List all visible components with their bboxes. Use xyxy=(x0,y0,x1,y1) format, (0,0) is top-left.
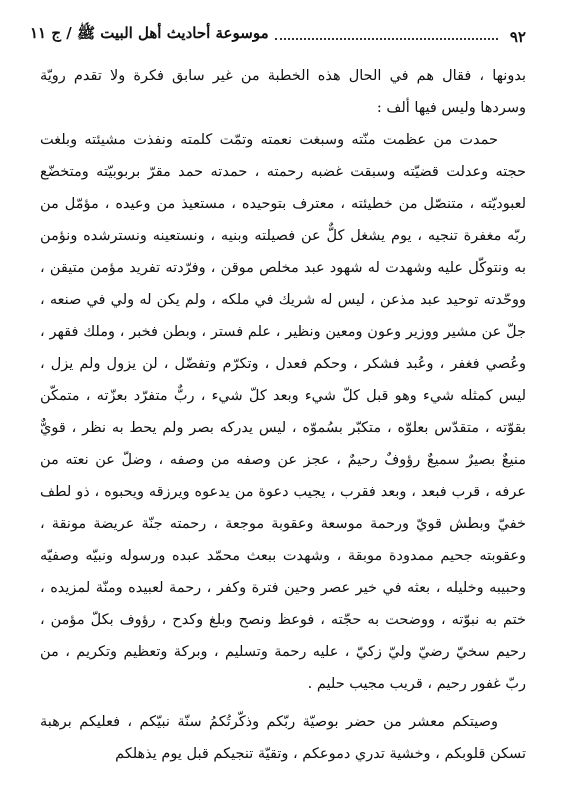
running-header xyxy=(30,22,526,46)
paragraph-sermon: حمدت من عظمت منّته وسبغت نعمته وتمّت كلمته ونفذت مشيئته وبلغت حجته وعدلت قضيّته وسبقت غضبه رحمته ، حمدته حمد مقرّ بربوبيّته ومتخضّع لعبوديّته ، متنصّل من خطيئته ، معترف بتوحيده ، مستعيذ من وعيده ، مؤمّل من ربّه مغفرة تنجيه ، يوم يشغل كلٌّ عن فصيلته وبنيه ، ونستعينه ونسترشده ونؤمن به ونتوكّل عليه وشهدت له شهود عبد مخلص موقن ، وفرّدته تفريد مؤمن متيقن ، ووحّدته توحيد عبد مذعن ، ليس له شريك في ملكه ، ولم يكن له ولي في صنعه ، جلّ عن مشير ووزير وعون ومعين ونظير ، علم فستر ، وبطن فخبر ، وملك فقهر ، وعُصي فغفر ، وعُبد فشكر ، وحكم فعدل ، وتكرّم وتفضّل ، لن يزول ولم يزل ، ليس كمثله شيء وهو قبل كلّ شيء وبعد كلّ شيء ، ربٌّ متفرّد بعزّته ، متمكّن بقوّته ، متقدّس بعلوّه ، متكبّر بسُموّه ، ليس يدركه بصر ولم يحط به نظر ، قويٌّ منيعٌ بصيرٌ سميعٌ رؤوفٌ رحيمٌ ، عجز عن وصفه من وصفه ، وضلّ عن نعته من عرفه ، قرب فبعد ، وبعد فقرب ، يجيب دعوة من يدعوه ويرزقه ويحبوه ، ذو لطف خفيّ وبطش قويّ ورحمة موسعة وعقوبة موجعة ، رحمته جنّة عريضة مونقة ، وعقوبته جحيم ممدودة موبقة ، وشهدت ببعث محمّد عبده ورسوله ونبيّه وصفيّه وحبيبه وخليله ، بعثه في خير عصر وحين فترة وكفر ، رحمة لعبيده ومنّة لمزيده ، ختم به نبوّته ، ووضحت به حجّته ، فوعظ ونصح وبلغ وكدح ، رؤوف بكلّ مؤمن ، رحيم سخيّ رضيّ وليّ زكيّ ، عليه رحمة وتسليم ، وبركة وتعظيم وتكريم ، من ربّ غفور رحيم ، قريب مجيب حليم . xyxy=(40,132,526,692)
header-dot-leader xyxy=(275,37,498,40)
book-title: موسوعة أحاديث أهل البيت ﷺ / ج ١١ xyxy=(30,24,269,42)
paragraph-intro: بدونها ، فقال هم في الحال هذه الخطبة من غير سابق فكرة ولا تقدم رويّة وسردها وليس فيها ألف : xyxy=(40,68,526,116)
page-number: ٩٢ xyxy=(509,28,526,46)
body-text xyxy=(40,60,526,770)
paragraph-advice: وصيتكم معشر من حضر بوصيّة ربّكم وذكّرتُكمُ سنّة نبيّكم ، فعليكم برهبة تسكن قلوبكم ، وخشية تدري دموعكم ، وتقيّة تنجيكم قبل يوم يذهلكم xyxy=(40,714,526,762)
